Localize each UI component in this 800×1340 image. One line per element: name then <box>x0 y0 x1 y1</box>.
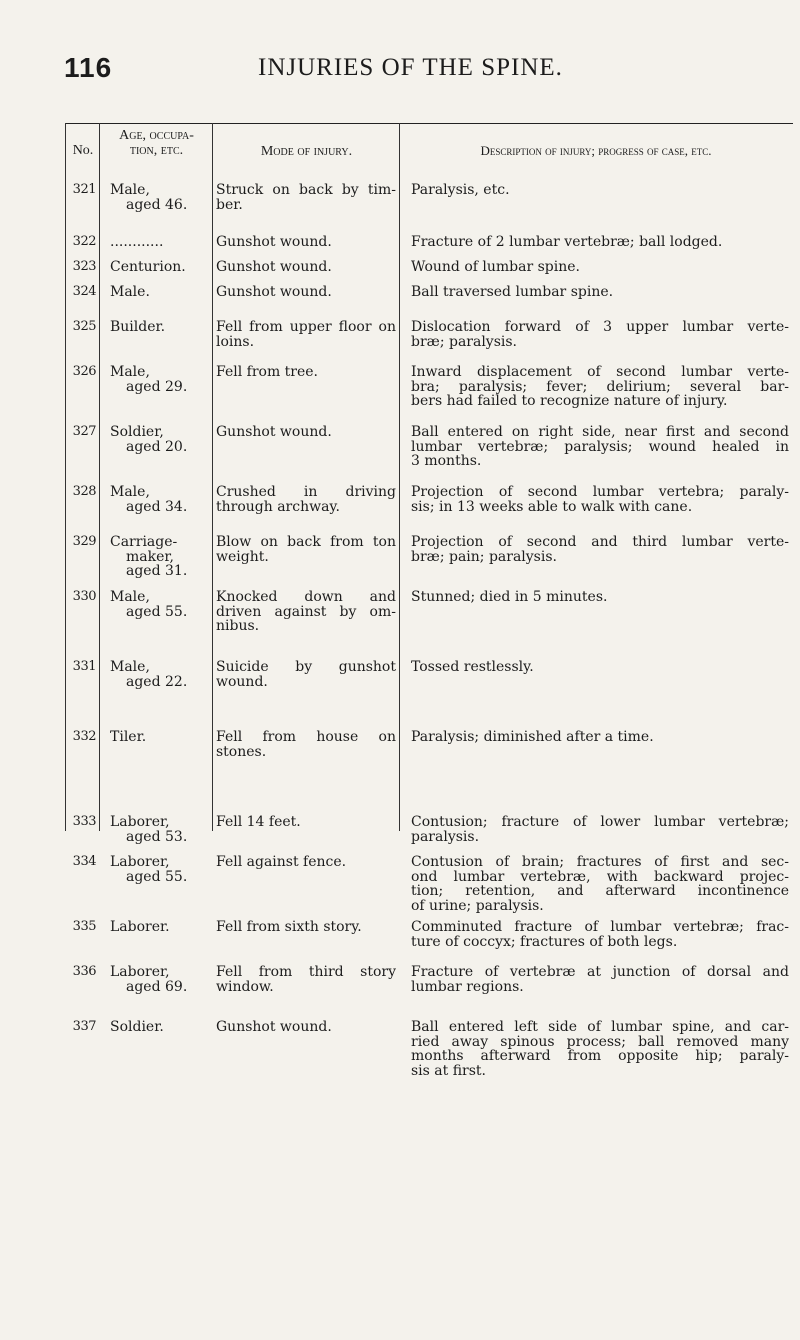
mode-of-injury-cell-line: Gunshot wound. <box>216 424 332 440</box>
age-occupation-cell-line: aged 29. <box>126 378 188 395</box>
mode-of-injury-cell <box>216 535 396 564</box>
mode-of-injury-cell <box>216 730 396 759</box>
row-number: 321 <box>72 182 96 197</box>
description-cell <box>411 320 789 349</box>
mode-of-injury-cell <box>216 235 396 250</box>
mode-of-injury-cell-line: Gunshot wound. <box>216 234 332 250</box>
table-top-rule <box>65 123 793 124</box>
age-occupation-cell-line: Tiler. <box>110 729 147 745</box>
age-occupation-cell <box>110 1020 208 1035</box>
description-cell-line: Ball entered left side of lumbar spine, and car- <box>411 1019 789 1035</box>
mode-of-injury-cell <box>216 260 396 275</box>
mode-of-injury-cell-line: nibus. <box>216 618 260 634</box>
description-cell-line: bers had failed to recognize nature of injury. <box>411 393 728 409</box>
description-cell <box>411 183 789 198</box>
description-cell <box>411 365 789 409</box>
age-occupation-cell <box>110 920 208 935</box>
description-cell-line: Dislocation forward of 3 upper lumbar verte- <box>411 319 789 335</box>
age-occupation-cell-line: aged 69. <box>126 978 188 995</box>
mode-of-injury-cell-line: Struck on back by tim- <box>216 182 396 198</box>
mode-of-injury-cell <box>216 365 396 380</box>
age-occupation-cell-line: aged 22. <box>126 673 188 690</box>
mode-of-injury-cell <box>216 855 396 870</box>
mode-of-injury-cell-line: Crushed in driving <box>216 484 396 500</box>
age-occupation-cell-line: aged 20. <box>126 438 188 455</box>
description-cell-line: Paralysis; diminished after a time. <box>411 729 654 745</box>
age-occupation-cell <box>110 425 208 454</box>
mode-of-injury-cell-line: through archway. <box>216 498 340 515</box>
mode-of-injury-cell-line: Fell from sixth story. <box>216 919 362 935</box>
age-occupation-cell <box>110 320 208 335</box>
description-cell-line: lumbar regions. <box>411 978 524 995</box>
row-number: 322 <box>72 234 96 249</box>
description-cell-line: bræ; pain; paralysis. <box>411 548 557 565</box>
mode-of-injury-cell <box>216 1020 396 1035</box>
age-occupation-cell-line: Soldier, <box>110 424 164 440</box>
description-cell <box>411 660 789 675</box>
row-number: 337 <box>72 1019 96 1034</box>
description-cell-line: Wound of lumbar spine. <box>411 259 580 275</box>
mode-of-injury-cell-line: Gunshot wound. <box>216 1019 332 1035</box>
age-occupation-cell <box>110 590 208 619</box>
age-occupation-cell-line: aged 53. <box>126 828 188 845</box>
description-cell <box>411 730 789 745</box>
header-mode: Mode of injury. <box>260 144 353 159</box>
description-cell-line: months afterward from opposite hip; paraly- <box>411 1048 789 1064</box>
description-cell-line: ried away spinous process; ball removed many <box>411 1033 789 1050</box>
description-cell-line: Paralysis, etc. <box>411 182 510 198</box>
description-cell-line: tion; retention, and afterward incontinence <box>411 883 789 899</box>
age-occupation-cell-line: Laborer, <box>110 854 170 870</box>
description-cell-line: Projection of second and third lumbar verte- <box>411 534 789 550</box>
description-cell <box>411 920 789 949</box>
header-age-line: Age, occupa- <box>119 128 194 143</box>
row-number: 328 <box>72 484 96 499</box>
mode-of-injury-cell-line: Fell from third story <box>216 964 396 980</box>
mode-of-injury-cell-line: ber. <box>216 196 243 213</box>
header-age <box>101 128 212 158</box>
mode-of-injury-cell <box>216 320 396 349</box>
header-age-line: tion, etc. <box>129 143 184 158</box>
mode-of-injury-cell-line: Fell from upper floor on <box>216 319 396 335</box>
description-cell <box>411 485 789 514</box>
column-rule <box>399 123 400 831</box>
page-number: 116 <box>64 52 113 83</box>
row-number: 333 <box>72 814 96 829</box>
header-description: Description of injury; progress of case, etc. <box>480 143 712 158</box>
description-cell <box>411 815 789 844</box>
description-cell <box>411 260 789 275</box>
description-cell <box>411 965 789 994</box>
mode-of-injury-cell-line: Fell from house on <box>216 729 396 745</box>
column-rule <box>99 123 100 831</box>
mode-of-injury-cell <box>216 285 396 300</box>
description-cell <box>411 855 789 913</box>
column-rule <box>212 123 213 831</box>
mode-of-injury-cell <box>216 920 396 935</box>
description-cell <box>411 425 789 469</box>
age-occupation-cell-line: Male, <box>110 589 150 605</box>
age-occupation-cell-line: aged 34. <box>126 498 188 515</box>
age-occupation-cell <box>110 365 208 394</box>
description-cell-line: ture of coccyx; fractures of both legs. <box>411 933 678 950</box>
description-cell-line: Contusion; fracture of lower lumbar vertebræ; <box>411 814 789 830</box>
age-occupation-cell-line: Male, <box>110 364 150 380</box>
description-cell-line: Fracture of vertebræ at junction of dorsal and <box>411 964 789 980</box>
description-cell-line: 3 months. <box>411 453 482 469</box>
age-occupation-cell-line: aged 31. <box>126 563 188 579</box>
age-occupation-cell-line: Soldier. <box>110 1019 164 1035</box>
description-cell-line: bra; paralysis; fever; delirium; several bar- <box>411 378 789 395</box>
description-cell <box>411 285 789 300</box>
description-cell-line: Inward displacement of second lumbar verte- <box>411 364 789 380</box>
row-number: 330 <box>72 589 96 604</box>
age-occupation-cell-line: Centurion. <box>110 259 186 275</box>
age-occupation-cell-line: aged 46. <box>126 196 188 213</box>
row-number: 334 <box>72 854 96 869</box>
mode-of-injury-cell <box>216 815 396 830</box>
column-rule <box>65 123 66 831</box>
description-cell-line: Comminuted fracture of lumbar vertebræ; frac- <box>411 919 789 935</box>
header-no: No. <box>72 143 94 158</box>
age-occupation-cell <box>110 485 208 514</box>
description-cell-line: sis at first. <box>411 1062 487 1079</box>
description-cell-line: Fracture of 2 lumbar vertebræ; ball lodged. <box>411 234 723 250</box>
mode-of-injury-cell-line: loins. <box>216 333 255 350</box>
mode-of-injury-cell-line: Fell 14 feet. <box>216 814 301 830</box>
age-occupation-cell <box>110 235 208 250</box>
description-cell-line: sis; in 13 weeks able to walk with cane. <box>411 498 693 515</box>
age-occupation-cell-line: Male, <box>110 182 150 198</box>
age-occupation-cell-line: Male. <box>110 284 150 300</box>
age-occupation-cell <box>110 855 208 884</box>
description-cell <box>411 535 789 564</box>
row-number: 327 <box>72 424 96 439</box>
mode-of-injury-cell <box>216 425 396 440</box>
age-occupation-cell-line: Builder. <box>110 319 166 335</box>
age-occupation-cell <box>110 815 208 844</box>
age-occupation-cell-line: maker, <box>126 548 174 565</box>
mode-of-injury-cell <box>216 965 396 994</box>
description-cell-line: of urine; paralysis. <box>411 897 544 914</box>
mode-of-injury-cell-line: Suicide by gunshot <box>216 659 396 675</box>
row-number: 329 <box>72 534 96 549</box>
mode-of-injury-cell-line: Fell from tree. <box>216 364 319 380</box>
mode-of-injury-cell-line: weight. <box>216 548 269 565</box>
age-occupation-cell <box>110 260 208 275</box>
age-occupation-cell-line: Male, <box>110 659 150 675</box>
mode-of-injury-cell <box>216 183 396 212</box>
mode-of-injury-cell-line: Gunshot wound. <box>216 284 332 300</box>
description-cell-line: paralysis. <box>411 828 480 845</box>
age-occupation-cell-line: Carriage- <box>110 534 178 550</box>
age-occupation-cell <box>110 285 208 300</box>
description-cell-line: lumbar vertebræ; paralysis; wound healed in <box>411 438 789 455</box>
row-number: 336 <box>72 964 96 979</box>
running-head: INJURIES OF THE SPINE. <box>258 54 563 81</box>
age-occupation-cell <box>110 730 208 745</box>
row-number: 325 <box>72 319 96 334</box>
age-occupation-cell <box>110 965 208 994</box>
description-cell-line: Ball entered on right side, near first and second <box>411 424 789 440</box>
mode-of-injury-cell-line: Blow on back from ton <box>216 534 396 550</box>
age-occupation-cell-line: Laborer, <box>110 964 170 980</box>
age-occupation-cell-line: Laborer, <box>110 814 170 830</box>
age-occupation-cell-line: aged 55. <box>126 868 188 885</box>
age-occupation-cell <box>110 660 208 689</box>
description-cell <box>411 235 789 250</box>
age-occupation-cell <box>110 183 208 212</box>
mode-of-injury-cell <box>216 590 396 634</box>
age-occupation-cell <box>110 535 208 579</box>
description-cell <box>411 590 789 605</box>
row-number: 324 <box>72 284 96 299</box>
row-number: 326 <box>72 364 96 379</box>
age-occupation-cell-line: Laborer. <box>110 919 170 935</box>
mode-of-injury-cell-line: wound. <box>216 673 268 690</box>
mode-of-injury-cell-line: window. <box>216 978 274 995</box>
age-occupation-cell-line: aged 55. <box>126 603 188 620</box>
mode-of-injury-cell-line: Knocked down and <box>216 589 396 605</box>
description-cell-line: ond lumbar vertebræ, with backward projec- <box>411 868 789 885</box>
description-cell-line: bræ; paralysis. <box>411 333 518 350</box>
mode-of-injury-cell-line: Fell against fence. <box>216 854 347 870</box>
description-cell-line: Stunned; died in 5 minutes. <box>411 589 608 605</box>
description-cell-line: Tossed restlessly. <box>411 659 534 675</box>
mode-of-injury-cell-line: Gunshot wound. <box>216 259 332 275</box>
age-occupation-cell-line: ............ <box>110 234 164 250</box>
mode-of-injury-cell-line: driven against by om- <box>216 603 396 620</box>
description-cell-line: Ball traversed lumbar spine. <box>411 284 614 300</box>
description-cell-line: Projection of second lumbar vertebra; paraly- <box>411 484 789 500</box>
row-number: 332 <box>72 729 96 744</box>
row-number: 331 <box>72 659 96 674</box>
mode-of-injury-cell-line: stones. <box>216 743 267 760</box>
description-cell-line: Contusion of brain; fractures of first and sec- <box>411 854 789 870</box>
mode-of-injury-cell <box>216 660 396 689</box>
mode-of-injury-cell <box>216 485 396 514</box>
row-number: 323 <box>72 259 96 274</box>
age-occupation-cell-line: Male, <box>110 484 150 500</box>
row-number: 335 <box>72 919 96 934</box>
description-cell <box>411 1020 789 1078</box>
